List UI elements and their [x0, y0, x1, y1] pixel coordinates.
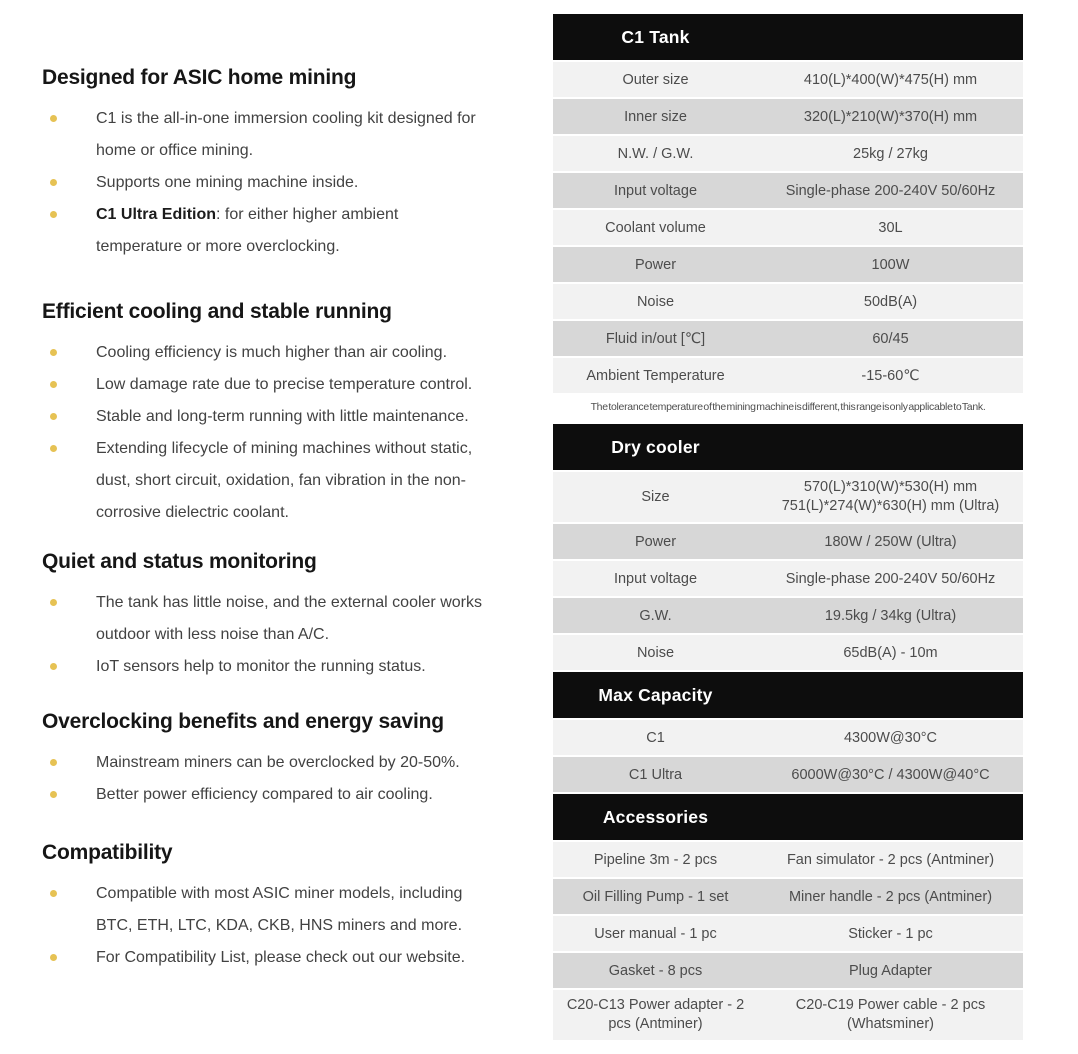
section-efficient-cooling — [42, 300, 542, 529]
spec-label: Input voltage — [613, 182, 698, 199]
table-row — [553, 842, 1023, 877]
bullet-item — [42, 401, 542, 433]
bullet-item — [42, 587, 542, 651]
spec-value: -15-60℃ — [861, 367, 920, 384]
accessory-item: Sticker - 1 pc — [848, 925, 933, 942]
table-row — [553, 247, 1023, 282]
spec-label: Size — [641, 489, 670, 505]
bullet-item — [42, 747, 542, 779]
accessory-item — [758, 990, 1023, 1040]
bullet-text: Mainstream miners can be overclocked by 20-50%. — [96, 754, 460, 771]
spec-value: 180W / 250W (Ultra) — [824, 533, 957, 550]
bullet-text: temperature or more overclocking. — [96, 238, 340, 255]
bullet-icon — [50, 890, 57, 897]
bullet-item — [42, 369, 542, 401]
bullet-text: The tank has little noise, and the external cooler works — [96, 594, 482, 611]
table-row — [553, 916, 1023, 951]
section-compatibility — [42, 841, 542, 974]
spec-value: 30L — [878, 219, 903, 236]
section-heading: Compatibility — [42, 841, 173, 864]
bullet-text: Low damage rate due to precise temperature control. — [96, 376, 473, 393]
table-row — [553, 879, 1023, 914]
table-header — [553, 794, 1023, 840]
bullet-icon — [50, 759, 57, 766]
bullet-text: dust, short circuit, oxidation, fan vibration in the non- — [96, 472, 466, 489]
table-title: C1 Tank — [621, 26, 690, 47]
spec-label: Noise — [636, 644, 675, 661]
spec-label: Power — [634, 533, 677, 550]
bullet-icon — [50, 115, 57, 122]
accessory-item: User manual - 1 pc — [594, 925, 717, 942]
section-heading: Designed for ASIC home mining — [42, 66, 357, 89]
spec-value: 320(L)*210(W)*370(H) mm — [803, 108, 978, 125]
bullet-icon — [50, 791, 57, 798]
spec-table-max-capacity — [553, 672, 1023, 794]
spec-label: Ambient Temperature — [586, 367, 725, 384]
bullet-text: Cooling efficiency is much higher than air cooling. — [96, 344, 448, 361]
spec-value: 19.5kg / 34kg (Ultra) — [824, 607, 957, 624]
table-row — [553, 62, 1023, 97]
accessory-item: Fan simulator - 2 pcs (Antminer) — [786, 851, 995, 868]
accessory-item — [553, 990, 758, 1040]
table-row — [553, 358, 1023, 393]
table-row — [553, 524, 1023, 559]
table-row — [553, 284, 1023, 319]
accessory-item: Plug Adapter — [848, 962, 933, 979]
bullet-text: corrosive dielectric coolant. — [96, 504, 289, 521]
spec-label: Noise — [636, 293, 675, 310]
spec-table-accessories — [553, 794, 1023, 1042]
spec-label: Inner size — [624, 108, 687, 125]
bullet-text: For Compatibility List, please check out our website. — [96, 949, 466, 966]
bullet-text: Better power efficiency compared to air cooling. — [96, 786, 433, 803]
table-row — [553, 321, 1023, 356]
bullet-icon — [50, 211, 57, 218]
table-row — [553, 720, 1023, 755]
bullet-item — [42, 337, 542, 369]
bullet-text: outdoor with less noise than A/C. — [96, 626, 330, 643]
accessory-item: Gasket - 8 pcs — [608, 962, 703, 979]
bullet-item — [42, 942, 542, 974]
table-row — [553, 990, 1023, 1040]
spec-label: Coolant volume — [605, 219, 706, 236]
bullet-text: Stable and long-term running with little maintenance. — [96, 408, 469, 425]
spec-value: Single-phase 200-240V 50/60Hz — [785, 570, 996, 587]
spec-value: 25kg / 27kg — [853, 145, 928, 162]
spec-value — [758, 472, 1023, 522]
bullet-item — [42, 167, 542, 199]
bullet-icon — [50, 349, 57, 356]
spec-value: 6000W@30°C / 4300W@40°C — [791, 766, 990, 783]
accessory-item-line: pcs (Antminer) — [608, 1016, 703, 1032]
section-heading: Overclocking benefits and energy saving — [42, 710, 444, 733]
accessory-item: Miner handle - 2 pcs (Antminer) — [788, 888, 993, 905]
table-row — [553, 635, 1023, 670]
spec-label: Outer size — [622, 71, 689, 88]
table-title: Max Capacity — [598, 684, 713, 705]
table-row — [553, 561, 1023, 596]
spec-table-c1-tank — [553, 14, 1023, 419]
spec-table-dry-cooler — [553, 424, 1023, 672]
bullet-item — [42, 878, 542, 942]
section-quiet-monitoring — [42, 550, 542, 683]
table-row — [553, 136, 1023, 171]
bullet-item — [42, 433, 542, 529]
table-row — [553, 953, 1023, 988]
spec-label: G.W. — [639, 607, 672, 624]
bullet-text-bold: C1 Ultra Edition — [96, 206, 217, 223]
bullet-icon — [50, 954, 57, 961]
bullet-text: home or office mining. — [96, 142, 254, 159]
bullet-text: IoT sensors help to monitor the running status. — [96, 658, 426, 675]
spec-value: 60/45 — [872, 330, 909, 347]
accessory-item: Pipeline 3m - 2 pcs — [593, 851, 718, 868]
bullet-item — [42, 199, 542, 263]
spec-label: C1 Ultra — [628, 766, 683, 783]
spec-label: Input voltage — [613, 570, 698, 587]
spec-value: 65dB(A) - 10m — [843, 644, 938, 661]
table-row — [553, 757, 1023, 792]
table-row — [553, 99, 1023, 134]
bullet-item — [42, 651, 542, 683]
section-designed-for-asic — [42, 66, 542, 263]
section-heading: Efficient cooling and stable running — [42, 300, 392, 323]
spec-value: Single-phase 200-240V 50/60Hz — [785, 182, 996, 199]
accessory-item-line: C20-C19 Power cable - 2 pcs — [795, 997, 986, 1013]
spec-label: Fluid in/out [℃] — [605, 330, 706, 347]
bullet-text: Compatible with most ASIC miner models, including — [96, 885, 463, 902]
section-heading: Quiet and status monitoring — [42, 550, 317, 573]
table-row — [553, 472, 1023, 522]
bullet-text: Supports one mining machine inside. — [96, 174, 359, 191]
bullet-item — [42, 103, 542, 167]
accessory-item-line: C20-C13 Power adapter - 2 — [566, 997, 745, 1013]
spec-value-line: 570(L)*310(W)*530(H) mm — [803, 479, 978, 495]
spec-value: 410(L)*400(W)*475(H) mm — [803, 71, 978, 88]
bullet-text: BTC, ETH, LTC, KDA, CKB, HNS miners and more. — [96, 917, 463, 934]
spec-value-line: 751(L)*274(W)*630(H) mm (Ultra) — [781, 498, 1000, 514]
table-title: Dry cooler — [611, 436, 700, 457]
bullet-item — [42, 779, 542, 811]
table-header — [553, 672, 1023, 718]
table-row — [553, 210, 1023, 245]
spec-label: Power — [634, 256, 677, 273]
bullet-icon — [50, 445, 57, 452]
spec-value: 100W — [871, 256, 910, 273]
table-row — [553, 598, 1023, 633]
bullet-text-rest: : for either higher ambient — [216, 206, 399, 223]
spec-value: 50dB(A) — [863, 293, 918, 310]
table-header — [553, 424, 1023, 470]
bullet-icon — [50, 413, 57, 420]
bullet-icon — [50, 381, 57, 388]
bullet-icon — [50, 599, 57, 606]
spec-value: 4300W@30°C — [843, 729, 938, 746]
bullet-text: Extending lifecycle of mining machines without static, — [96, 440, 473, 457]
bullet-icon — [50, 663, 57, 670]
table-footnote: The tolerance temperature of the mining machine is different, this range is only applicable to Tank. — [590, 401, 986, 413]
bullet-text: C1 is the all-in-one immersion cooling kit designed for — [96, 110, 476, 127]
table-row — [553, 173, 1023, 208]
section-overclocking — [42, 710, 542, 811]
accessory-item: Oil Filling Pump - 1 set — [582, 888, 729, 905]
spec-label: C1 — [646, 729, 665, 746]
accessory-item-line: (Whatsminer) — [846, 1016, 934, 1032]
bullet-icon — [50, 179, 57, 186]
table-header — [553, 14, 1023, 60]
table-title: Accessories — [602, 806, 709, 827]
bullet-text — [96, 199, 542, 231]
spec-label: N.W. / G.W. — [617, 145, 694, 162]
